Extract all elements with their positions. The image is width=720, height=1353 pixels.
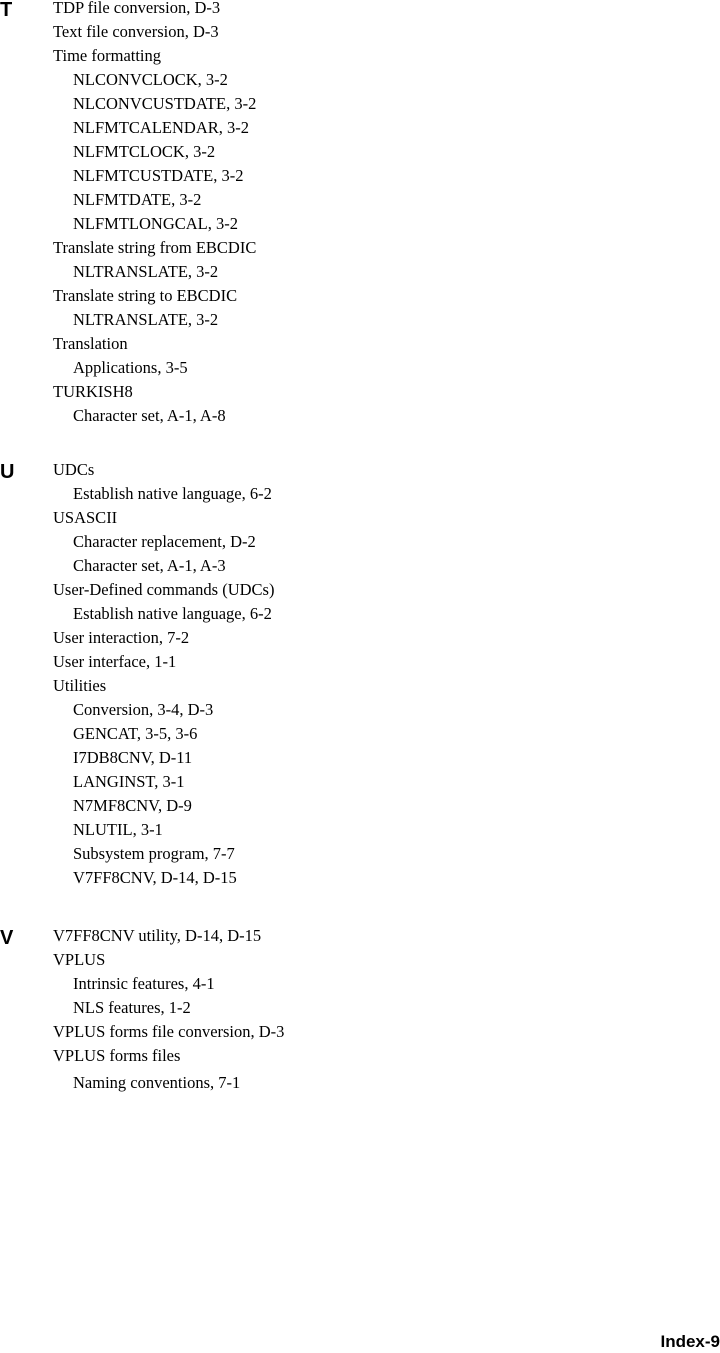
index-entry: User interaction, 7-2 bbox=[53, 628, 190, 647]
index-entry: TURKISH8 bbox=[53, 382, 133, 401]
index-subentry: Character set, A-1, A-3 bbox=[73, 556, 226, 575]
index-subentry: Conversion, 3-4, D-3 bbox=[73, 700, 214, 719]
index-entry: USASCII bbox=[53, 508, 118, 527]
index-subentry: NLUTIL, 3-1 bbox=[73, 820, 163, 839]
index-entry: V7FF8CNV utility, D-14, D-15 bbox=[53, 926, 262, 945]
index-subentry: NLFMTCALENDAR, 3-2 bbox=[73, 118, 249, 137]
index-subentry: LANGINST, 3-1 bbox=[73, 772, 185, 791]
index-subentry: N7MF8CNV, D-9 bbox=[73, 796, 192, 815]
index-section-t bbox=[53, 0, 256, 428]
index-entry: VPLUS forms file conversion, D-3 bbox=[53, 1022, 285, 1041]
index-subentry: GENCAT, 3-5, 3-6 bbox=[73, 724, 198, 743]
index-subentry: Naming conventions, 7-1 bbox=[73, 1073, 241, 1092]
index-entry: Time formatting bbox=[53, 46, 162, 65]
index-section-v bbox=[53, 924, 284, 1095]
index-entry: Utilities bbox=[53, 676, 107, 695]
index-subentry: Character replacement, D-2 bbox=[73, 532, 256, 551]
index-subentry: Establish native language, 6-2 bbox=[73, 604, 272, 623]
index-entry: VPLUS bbox=[53, 950, 106, 969]
index-section-u bbox=[53, 458, 274, 890]
index-entry: Text file conversion, D-3 bbox=[53, 22, 219, 41]
index-subentry: Subsystem program, 7-7 bbox=[73, 844, 235, 863]
index-subentry: NLFMTCUSTDATE, 3-2 bbox=[73, 166, 244, 185]
index-subentry: NLS features, 1-2 bbox=[73, 998, 191, 1017]
index-entry: VPLUS forms files bbox=[53, 1046, 181, 1065]
index-subentry: I7DB8CNV, D-11 bbox=[73, 748, 193, 767]
index-entry: Translate string from EBCDIC bbox=[53, 238, 257, 257]
index-entry: TDP file conversion, D-3 bbox=[53, 0, 221, 17]
index-subentry: NLCONVCUSTDATE, 3-2 bbox=[73, 94, 257, 113]
index-entry: Translation bbox=[53, 334, 128, 353]
index-subentry: Applications, 3-5 bbox=[73, 358, 188, 377]
index-subentry: NLTRANSLATE, 3-2 bbox=[73, 262, 219, 281]
index-entry: Translate string to EBCDIC bbox=[53, 286, 238, 305]
page-number: Index-9 bbox=[660, 1332, 720, 1351]
section-letter-t: T bbox=[0, 0, 13, 21]
section-letter-v: V bbox=[0, 927, 14, 949]
index-subentry: NLFMTDATE, 3-2 bbox=[73, 190, 202, 209]
index-entry: User interface, 1-1 bbox=[53, 652, 177, 671]
index-entry: User-Defined commands (UDCs) bbox=[53, 580, 275, 599]
index-subentry: NLTRANSLATE, 3-2 bbox=[73, 310, 219, 329]
index-subentry: Intrinsic features, 4-1 bbox=[73, 974, 215, 993]
index-subentry: Establish native language, 6-2 bbox=[73, 484, 272, 503]
index-entry: UDCs bbox=[53, 460, 95, 479]
index-subentry: NLCONVCLOCK, 3-2 bbox=[73, 70, 228, 89]
section-letter-u: U bbox=[0, 461, 15, 483]
index-subentry: NLFMTLONGCAL, 3-2 bbox=[73, 214, 238, 233]
index-subentry: Character set, A-1, A-8 bbox=[73, 406, 226, 425]
index-subentry: NLFMTCLOCK, 3-2 bbox=[73, 142, 216, 161]
index-subentry: V7FF8CNV, D-14, D-15 bbox=[73, 868, 237, 887]
